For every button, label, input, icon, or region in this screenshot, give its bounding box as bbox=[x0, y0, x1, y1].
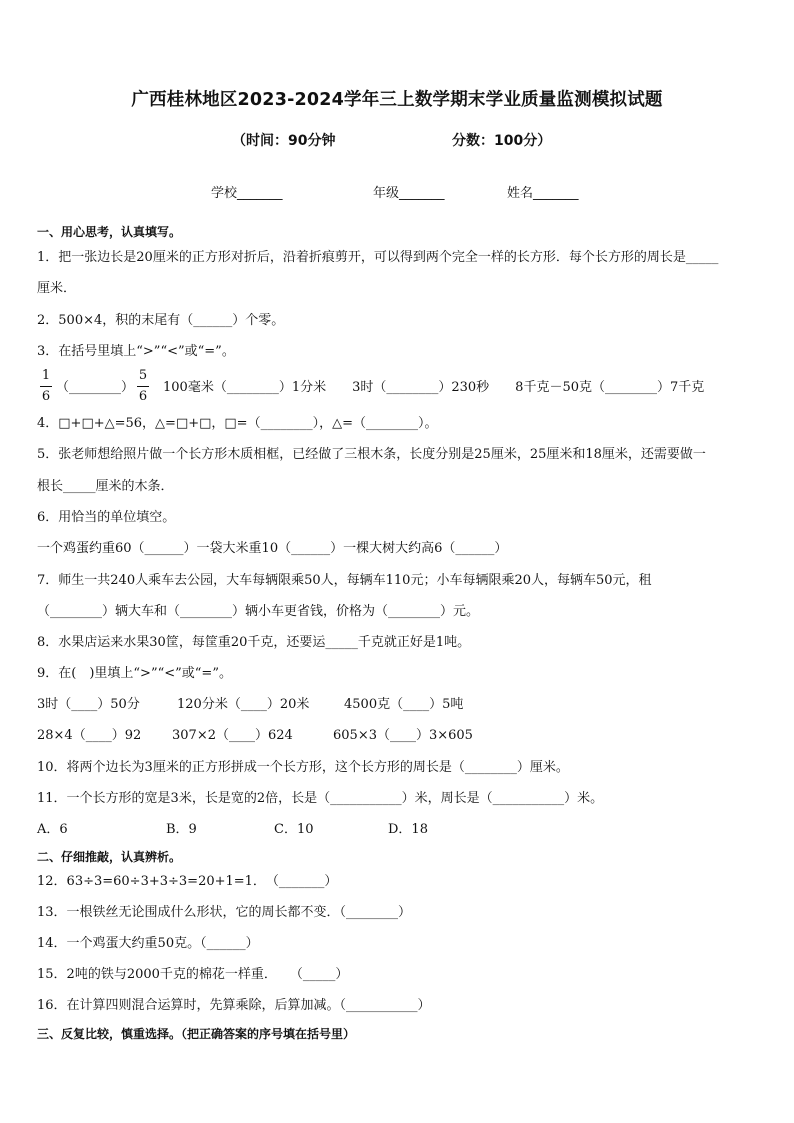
question-7: 7．师生一共240人乘车去公园，大车每辆限乘50人，每辆车110元；小车每辆限乘20人，每辆车50元，租 bbox=[37, 573, 652, 588]
section-heading: 三、反复比较，慎重选择。（把正确答案的序号填在括号里） bbox=[37, 1027, 356, 1041]
question-2: 2．500×4，积的末尾有（______）个零。 bbox=[37, 313, 285, 328]
question-9-item: 307×2（____）624 bbox=[172, 728, 293, 743]
option-c[interactable]: C．10 bbox=[274, 822, 314, 837]
fraction-denominator: 6 bbox=[41, 389, 51, 404]
question-5: 5．张老师想给照片做一个长方形木质相框，已经做了三根木条，长度分别是25厘米，25厘米和18厘米，还需要做一 bbox=[37, 447, 706, 462]
question-3-items: 100毫米（________）1分米 3时（________）230秒 8千克－50克（________）7千克 bbox=[163, 380, 705, 395]
option-b[interactable]: B．9 bbox=[166, 822, 197, 837]
section-heading: 二、仔细推敲，认真辨析。 bbox=[37, 850, 182, 864]
fraction-one-sixth bbox=[40, 368, 52, 405]
question-3: 3．在括号里填上“>”“<”或“=”。 bbox=[37, 344, 235, 359]
question-7-cont: （________）辆大车和（________）辆小车更省钱，价格为（________）元。 bbox=[37, 604, 480, 619]
question-9: 9．在( )里填上“>”“<”或“=”。 bbox=[37, 666, 232, 681]
question-14: 14．一个鸡蛋大约重50克。（______） bbox=[37, 936, 259, 951]
question-12: 12．63÷3=60÷3+3÷3=20+1=1． （_______） bbox=[37, 874, 338, 889]
answer-blank[interactable]: （________） bbox=[56, 380, 135, 395]
fraction-bar bbox=[137, 386, 149, 387]
option-a[interactable]: A．6 bbox=[37, 822, 68, 837]
question-16: 16．在计算四则混合运算时，先算乘除，后算加减。（___________） bbox=[37, 998, 431, 1013]
name-field[interactable]: 姓名_______ bbox=[507, 186, 579, 201]
question-13: 13．一根铁丝无论围成什么形状，它的周长都不变．（________） bbox=[37, 905, 412, 920]
exam-time: （时间：90分钟 bbox=[232, 133, 336, 149]
question-8: 8．水果店运来水果30筐，每筐重20千克，还要运_____千克就正好是1吨。 bbox=[37, 635, 471, 650]
question-9-item: 4500克（____）5吨 bbox=[344, 697, 464, 712]
question-10: 10．将两个边长为3厘米的正方形拼成一个长方形，这个长方形的周长是（________）厘米。 bbox=[37, 760, 569, 775]
exam-score: 分数：100分） bbox=[452, 133, 552, 149]
fraction-bar bbox=[40, 386, 52, 387]
question-4: 4．□+□+△=56，△=□+□，□=（________），△=（________）。 bbox=[37, 416, 438, 431]
school-field[interactable]: 学校_______ bbox=[211, 186, 283, 201]
fraction-five-sixths bbox=[137, 368, 149, 405]
fraction-numerator: 5 bbox=[138, 368, 148, 383]
question-11: 11．一个长方形的宽是3米，长是宽的2倍，长是（___________）米，周长是（___________）米。 bbox=[37, 791, 604, 806]
fraction-denominator: 6 bbox=[138, 389, 148, 404]
question-5-cont: 根长_____厘米的木条． bbox=[37, 479, 174, 494]
question-6: 6．用恰当的单位填空。 bbox=[37, 510, 176, 525]
option-d[interactable]: D．18 bbox=[388, 822, 428, 837]
question-9-item: 28×4（____）92 bbox=[37, 728, 142, 743]
question-9-item: 3时（____）50分 bbox=[37, 697, 140, 712]
question-1: 1．把一张边长是20厘米的正方形对折后，沿着折痕剪开，可以得到两个完全一样的长方形．每个长方形的周长是_____ bbox=[37, 250, 719, 265]
question-9-item: 605×3（____）3×605 bbox=[333, 728, 473, 743]
fraction-numerator: 1 bbox=[41, 368, 51, 383]
question-9-item: 120分米（____）20米 bbox=[177, 697, 310, 712]
section-heading: 一、用心思考，认真填写。 bbox=[37, 225, 182, 239]
grade-field[interactable]: 年级_______ bbox=[373, 186, 445, 201]
page-title: 广西桂林地区2023-2024学年三上数学期末学业质量监测模拟试题 bbox=[131, 90, 663, 110]
question-6-items: 一个鸡蛋约重60（______）一袋大米重10（______）一棵大树大约高6（______） bbox=[37, 541, 508, 556]
question-1-cont: 厘米． bbox=[37, 281, 77, 296]
question-15: 15．2吨的铁与2000千克的棉花一样重． （_____） bbox=[37, 967, 349, 982]
